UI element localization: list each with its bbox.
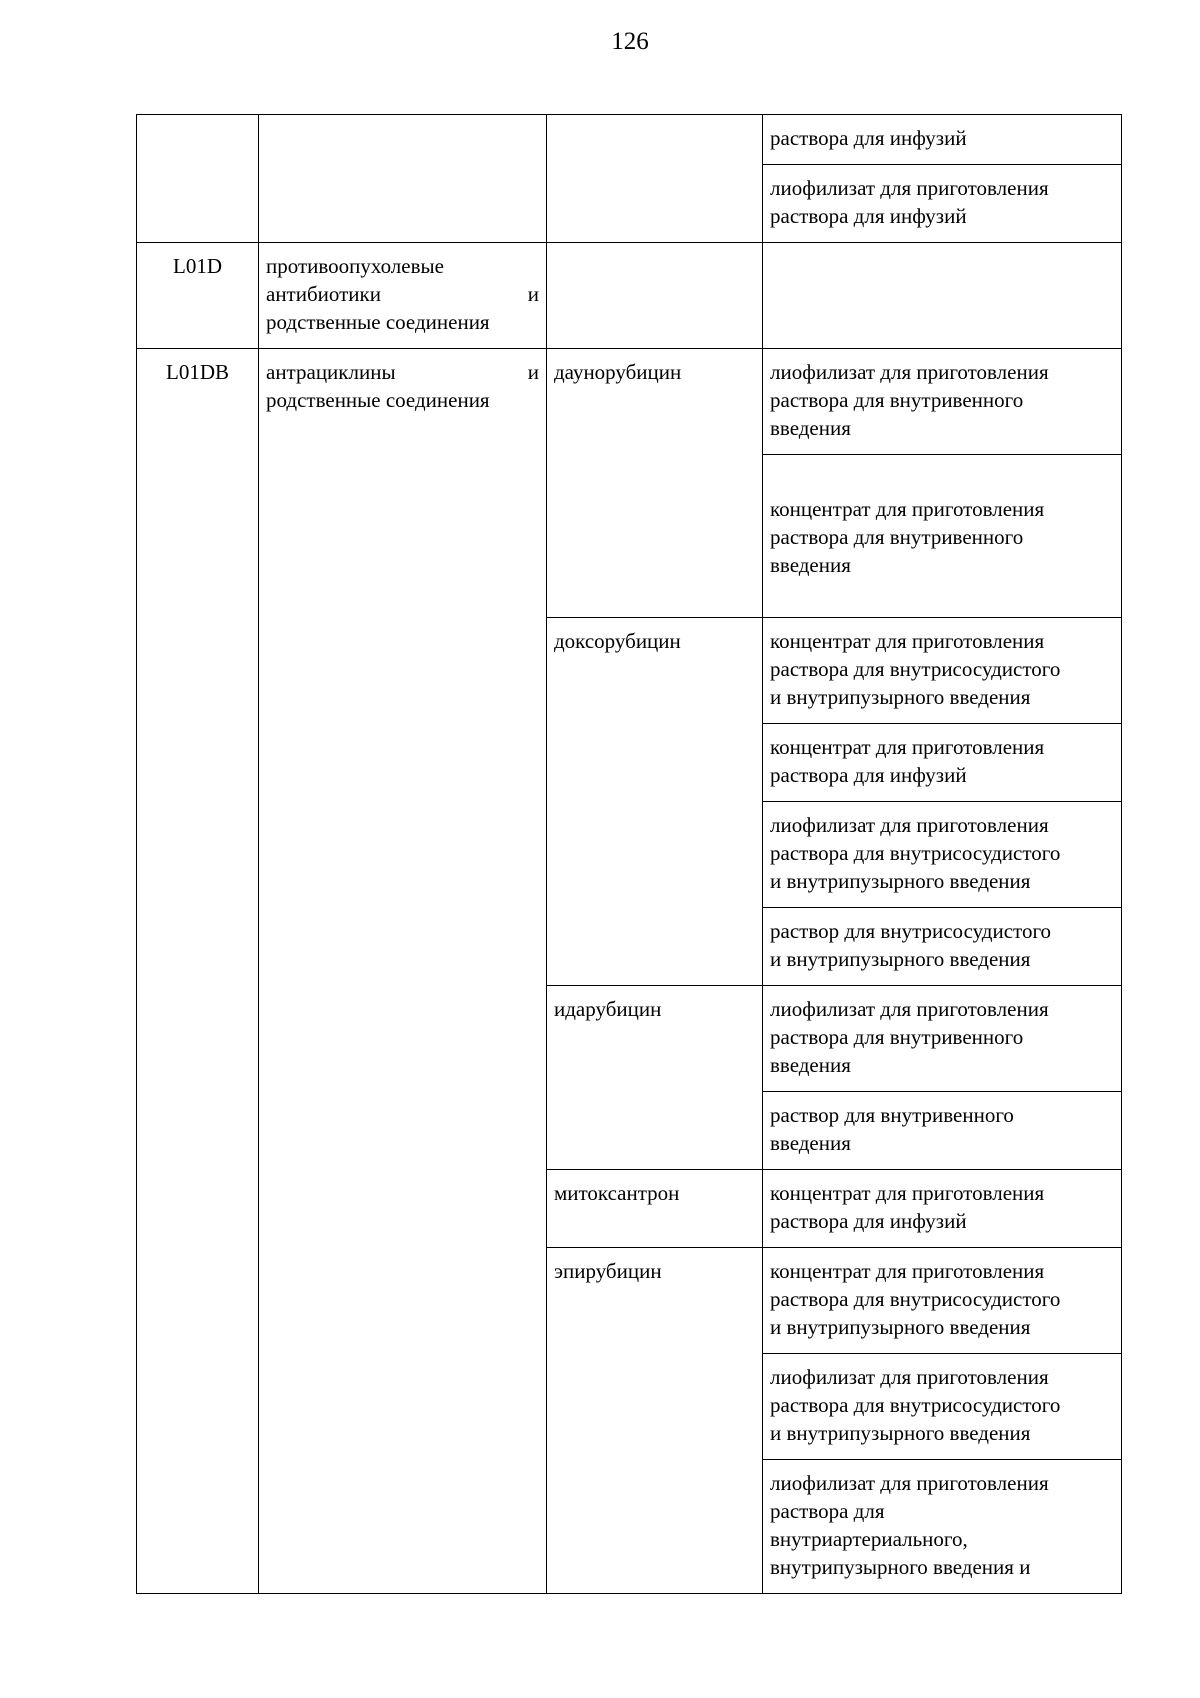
drug-name-cell bbox=[547, 349, 763, 618]
form-line: раствора для внутрисосудистого bbox=[770, 1393, 1061, 1417]
drug-cell bbox=[547, 115, 763, 243]
group-cell bbox=[259, 349, 547, 1594]
drug-name-cell bbox=[547, 986, 763, 1170]
drug-name: доксорубицин bbox=[554, 629, 681, 653]
group-word: и bbox=[527, 360, 539, 384]
group-line: родственные соединения bbox=[266, 388, 490, 412]
form-line: раствора для инфузий bbox=[770, 204, 967, 228]
group-word: антрациклины bbox=[266, 360, 396, 384]
form-cell bbox=[763, 1460, 1122, 1594]
form-cell bbox=[763, 165, 1122, 243]
form-cell bbox=[763, 243, 1122, 349]
group-word: и bbox=[527, 282, 539, 306]
form-line: и внутрипузырного введения bbox=[770, 869, 1031, 893]
drug-table bbox=[136, 114, 1122, 1594]
group-cell bbox=[259, 243, 547, 349]
form-cell bbox=[763, 115, 1122, 165]
form-line: раствор для внутрисосудистого bbox=[770, 919, 1052, 943]
atc-code: L01D bbox=[173, 254, 222, 278]
drug-name: митоксантрон bbox=[554, 1181, 680, 1205]
form-line: введения bbox=[770, 416, 851, 440]
form-cell bbox=[763, 802, 1122, 908]
table-row bbox=[137, 349, 1122, 455]
drug-name: даунорубицин bbox=[554, 360, 682, 384]
form-line: лиофилизат для приготовления bbox=[770, 813, 1049, 837]
atc-code-cell bbox=[137, 349, 259, 1594]
form-line: и внутрипузырного введения bbox=[770, 1315, 1031, 1339]
form-line: концентрат для приготовления bbox=[770, 1259, 1045, 1283]
form-line: введения bbox=[770, 1053, 851, 1077]
form-line: концентрат для приготовления bbox=[770, 1181, 1045, 1205]
atc-code-cell bbox=[137, 243, 259, 349]
form-line: раствора для инфузий bbox=[770, 1209, 967, 1233]
form-cell bbox=[763, 1248, 1122, 1354]
form-line: раствора для внутривенного bbox=[770, 525, 1024, 549]
form-cell bbox=[763, 1092, 1122, 1170]
page-number: 126 bbox=[611, 28, 649, 55]
table-row bbox=[137, 243, 1122, 349]
form-cell bbox=[763, 1354, 1122, 1460]
form-cell bbox=[763, 618, 1122, 724]
form-line: введения bbox=[770, 553, 851, 577]
form-line: и внутрипузырного введения bbox=[770, 685, 1031, 709]
form-line: лиофилизат для приготовления bbox=[770, 176, 1049, 200]
group-cell bbox=[259, 115, 547, 243]
drug-name-cell bbox=[547, 1170, 763, 1248]
form-cell bbox=[763, 986, 1122, 1092]
form-line: лиофилизат для приготовления bbox=[770, 1365, 1049, 1389]
form-cell bbox=[763, 455, 1122, 618]
drug-name-cell bbox=[547, 618, 763, 986]
form-line: раствора для внутривенного bbox=[770, 388, 1024, 412]
atc-code: L01DB bbox=[166, 360, 229, 384]
form-line: лиофилизат для приготовления bbox=[770, 360, 1049, 384]
form-line: раствора для инфузий bbox=[770, 763, 967, 787]
code-cell bbox=[137, 115, 259, 243]
form-line: и внутрипузырного введения bbox=[770, 947, 1031, 971]
drug-cell bbox=[547, 243, 763, 349]
form-line: концентрат для приготовления bbox=[770, 735, 1045, 759]
form-line: лиофилизат для приготовления bbox=[770, 1471, 1049, 1495]
form-line: раствора для внутривенного bbox=[770, 1025, 1024, 1049]
form-line: раствора для bbox=[770, 1499, 885, 1523]
drug-name: эпирубицин bbox=[554, 1259, 662, 1283]
form-line: раствор для внутривенного bbox=[770, 1103, 1014, 1127]
form-cell bbox=[763, 724, 1122, 802]
form-cell bbox=[763, 1170, 1122, 1248]
form-line: раствора для внутрисосудистого bbox=[770, 1287, 1061, 1311]
form-line: концентрат для приготовления bbox=[770, 497, 1045, 521]
group-line bbox=[266, 280, 539, 308]
table-row bbox=[137, 115, 1122, 165]
group-line: родственные соединения bbox=[266, 310, 490, 334]
drug-name-cell bbox=[547, 1248, 763, 1594]
form-cell bbox=[763, 349, 1122, 455]
form-line: и внутрипузырного введения bbox=[770, 1421, 1031, 1445]
drug-name: идарубицин bbox=[554, 997, 662, 1021]
form-line: введения bbox=[770, 1131, 851, 1155]
form-line: внутрипузырного введения и bbox=[770, 1555, 1031, 1579]
group-line bbox=[266, 358, 539, 386]
form-line: раствора для внутрисосудистого bbox=[770, 841, 1061, 865]
form-line: лиофилизат для приготовления bbox=[770, 997, 1049, 1021]
form-line: концентрат для приготовления bbox=[770, 629, 1045, 653]
form-cell bbox=[763, 908, 1122, 986]
group-line: противоопухолевые bbox=[266, 254, 444, 278]
form-text: раствора для инфузий bbox=[770, 126, 967, 150]
form-line: раствора для внутрисосудистого bbox=[770, 657, 1061, 681]
form-line: внутриартериального, bbox=[770, 1527, 968, 1551]
group-word: антибиотики bbox=[266, 282, 381, 306]
